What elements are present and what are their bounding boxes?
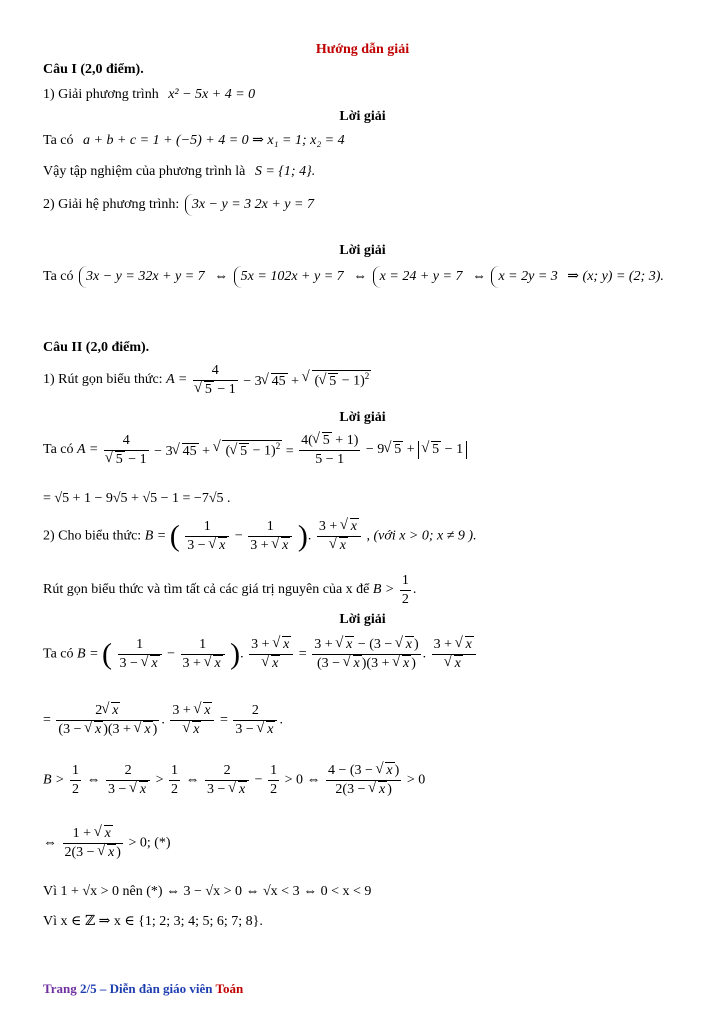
condition: , (với x > 0; x ≠ 9 ). <box>366 528 477 544</box>
q2-part2-task: Rút gọn biểu thức và tìm tất cả các giá trị nguyên của x để B > $\frac{1}{2}$ . <box>43 573 417 607</box>
q1-part1-solution <box>43 134 345 148</box>
step1-eq1: 3x − y = 3 <box>86 269 146 284</box>
step2-eq1: 5x = 10 <box>240 269 285 284</box>
solution-prefix: Ta có <box>43 442 74 458</box>
system-step-2 <box>234 266 348 288</box>
q2-part2-because-1: Vì 1 + √x > 0 nên (*) ⇔ 3 − √x > 0 ⇔ √x < 3 ⇔ 0 < x < 9 <box>43 884 372 899</box>
solution-label-3: Lời giải <box>339 410 386 425</box>
q2-part2-label: 2) Cho biểu thức: <box>43 528 142 544</box>
solution-label-2: Lời giải <box>339 243 386 258</box>
system-of-equations <box>185 194 318 216</box>
q2-part2-inequality: B > $\frac{1}{2}$ ⇔ $\frac{2}{3 - √ x}$ > $\frac{1}{2}$ ⇔ $\frac{2}{3 - √ x}$ − $\frac{1}{2}$ > 0 ⇔ $\frac{4 - (3 - √ x )}{2(3 - √ x )}$ > 0 <box>43 762 425 799</box>
solution-prefix: Ta có <box>43 269 74 285</box>
step4-eq2: y = 3 <box>528 269 558 284</box>
solution-set: S = {1; 4}. <box>254 164 316 179</box>
page-title: Hướng dẫn giải <box>315 42 410 57</box>
q1-part1-prompt <box>43 88 255 102</box>
footer-page-number: 2/5 <box>79 981 97 996</box>
q2-part2-because-2: Vì x ∈ ℤ ⇒ x ∈ {1; 2; 3; 4; 5; 6; 7; 8}. <box>43 914 263 929</box>
solution-prefix: Ta có <box>43 133 74 148</box>
solution-label-1: Lời giải <box>339 109 386 124</box>
q2-part1-prompt: 1) Rút gọn biểu thức: A = 4 √ 5 − 1 − 3√ 45 + √ (√ 5 − 1)$^2$ <box>43 362 371 398</box>
solution-prefix: Ta có <box>43 646 74 662</box>
fraction: $\frac{4(√ 5 + 1)}{5 - 1}$ <box>299 432 360 468</box>
footer-forum: Diễn đàn giáo viên <box>109 981 213 996</box>
q2-part1-solution: Ta có A = 4 √ 5 − 1 − 3√ 45 + √ (√ 5 − 1)$^2$ = $\frac{4(√ 5 + 1)}{5 - 1}$ − 9√ 5 + √ 5 − 1 <box>43 432 467 468</box>
task-text: Rút gọn biểu thức và tìm tất cả các giá trị nguyên của x để <box>43 582 370 597</box>
step2-eq2: 2x + y = 7 <box>284 269 344 284</box>
question-1-heading: Câu I (2,0 điểm). <box>43 62 144 77</box>
page-footer <box>43 981 243 997</box>
step3-eq1: x = 2 <box>379 269 410 284</box>
fraction: 4 √ 5 − 1 <box>193 362 238 398</box>
q1-part1-label: 1) Giải phương trình <box>43 87 159 102</box>
system-step-4 <box>491 266 561 288</box>
question-2-heading: Câu II (2,0 điểm). <box>43 340 150 355</box>
system-eq-1: 3x − y = 3 <box>191 197 252 212</box>
solution-label-4: Lời giải <box>339 612 386 627</box>
q1-part1-conclusion <box>43 165 315 179</box>
q2-part2-solution-2: = $\frac{2√ x}{(3 - √ x )(3 + √ x )}$ . 3 + √ x √ x = $\frac{2}{3 - √ x}$ . <box>43 702 283 739</box>
system-eq-2: 2x + y = 7 <box>254 197 314 212</box>
footer-subject: Toán <box>215 981 244 996</box>
footer-dash: – <box>99 981 107 996</box>
step3-eq2: 4 + y = 7 <box>409 269 463 284</box>
q2-part2-equivalent: ⇔ $\frac{1 + √ x}{2(3 - √ x )}$ > 0; (*) <box>43 825 171 862</box>
conclusion-text: Vậy tập nghiệm của phương trình là <box>43 164 246 179</box>
q1-part2-label: 2) Giải hệ phương trình: <box>43 197 180 213</box>
q1-part1-equation: x² − 5x + 4 = 0 <box>168 87 256 102</box>
system-step-1 <box>79 266 209 288</box>
q1-part2-solution: Ta có 3x − y = 32x + y = 7 ⇔ 5x = 102x + y = 7 ⇔ x = 24 + y = 7 ⇔ x = 2y = 3 ⇒ (x; y) = (2; 3). <box>43 266 664 288</box>
footer-page-word: Trang <box>43 981 77 996</box>
system-step-3 <box>373 266 467 288</box>
q1-sum-coefficients: a + b + c = 1 + (−5) + 4 = 0 ⇒ x₁ = 1; x₂ = 4 <box>83 133 345 148</box>
q2-part2-solution-1: Ta có B = ( $\frac{1}{3 - √ x}$ − $\frac{1}{3 + √ x}$ ). 3 + √ x √ x = $\frac{3 + √ x - (3 - √ x )}{(3 - √ x )(3 + √ x )}$ . 3 + √ x √ x <box>43 636 478 673</box>
fraction: 4 √ 5 − 1 <box>104 432 149 468</box>
q1-part2-prompt <box>43 194 320 216</box>
q2-part1-result: = √5 + 1 − 9√5 + √5 − 1 = −7√5 . <box>43 491 231 506</box>
step4-eq1: x = 2 <box>498 269 529 284</box>
q2-part1-label: 1) Rút gọn biểu thức: <box>43 372 163 388</box>
step1-eq2: 2x + y = 7 <box>145 269 205 284</box>
system-result: ⇒ (x; y) = (2; 3). <box>567 269 664 285</box>
q2-part2-prompt: 2) Cho biểu thức: B = ( $\frac{1}{3 - √ x}$ − $\frac{1}{3 + √ x}$ ). 3 + √ x √ x , (với x > 0; x ≠ 9 ). <box>43 518 477 555</box>
